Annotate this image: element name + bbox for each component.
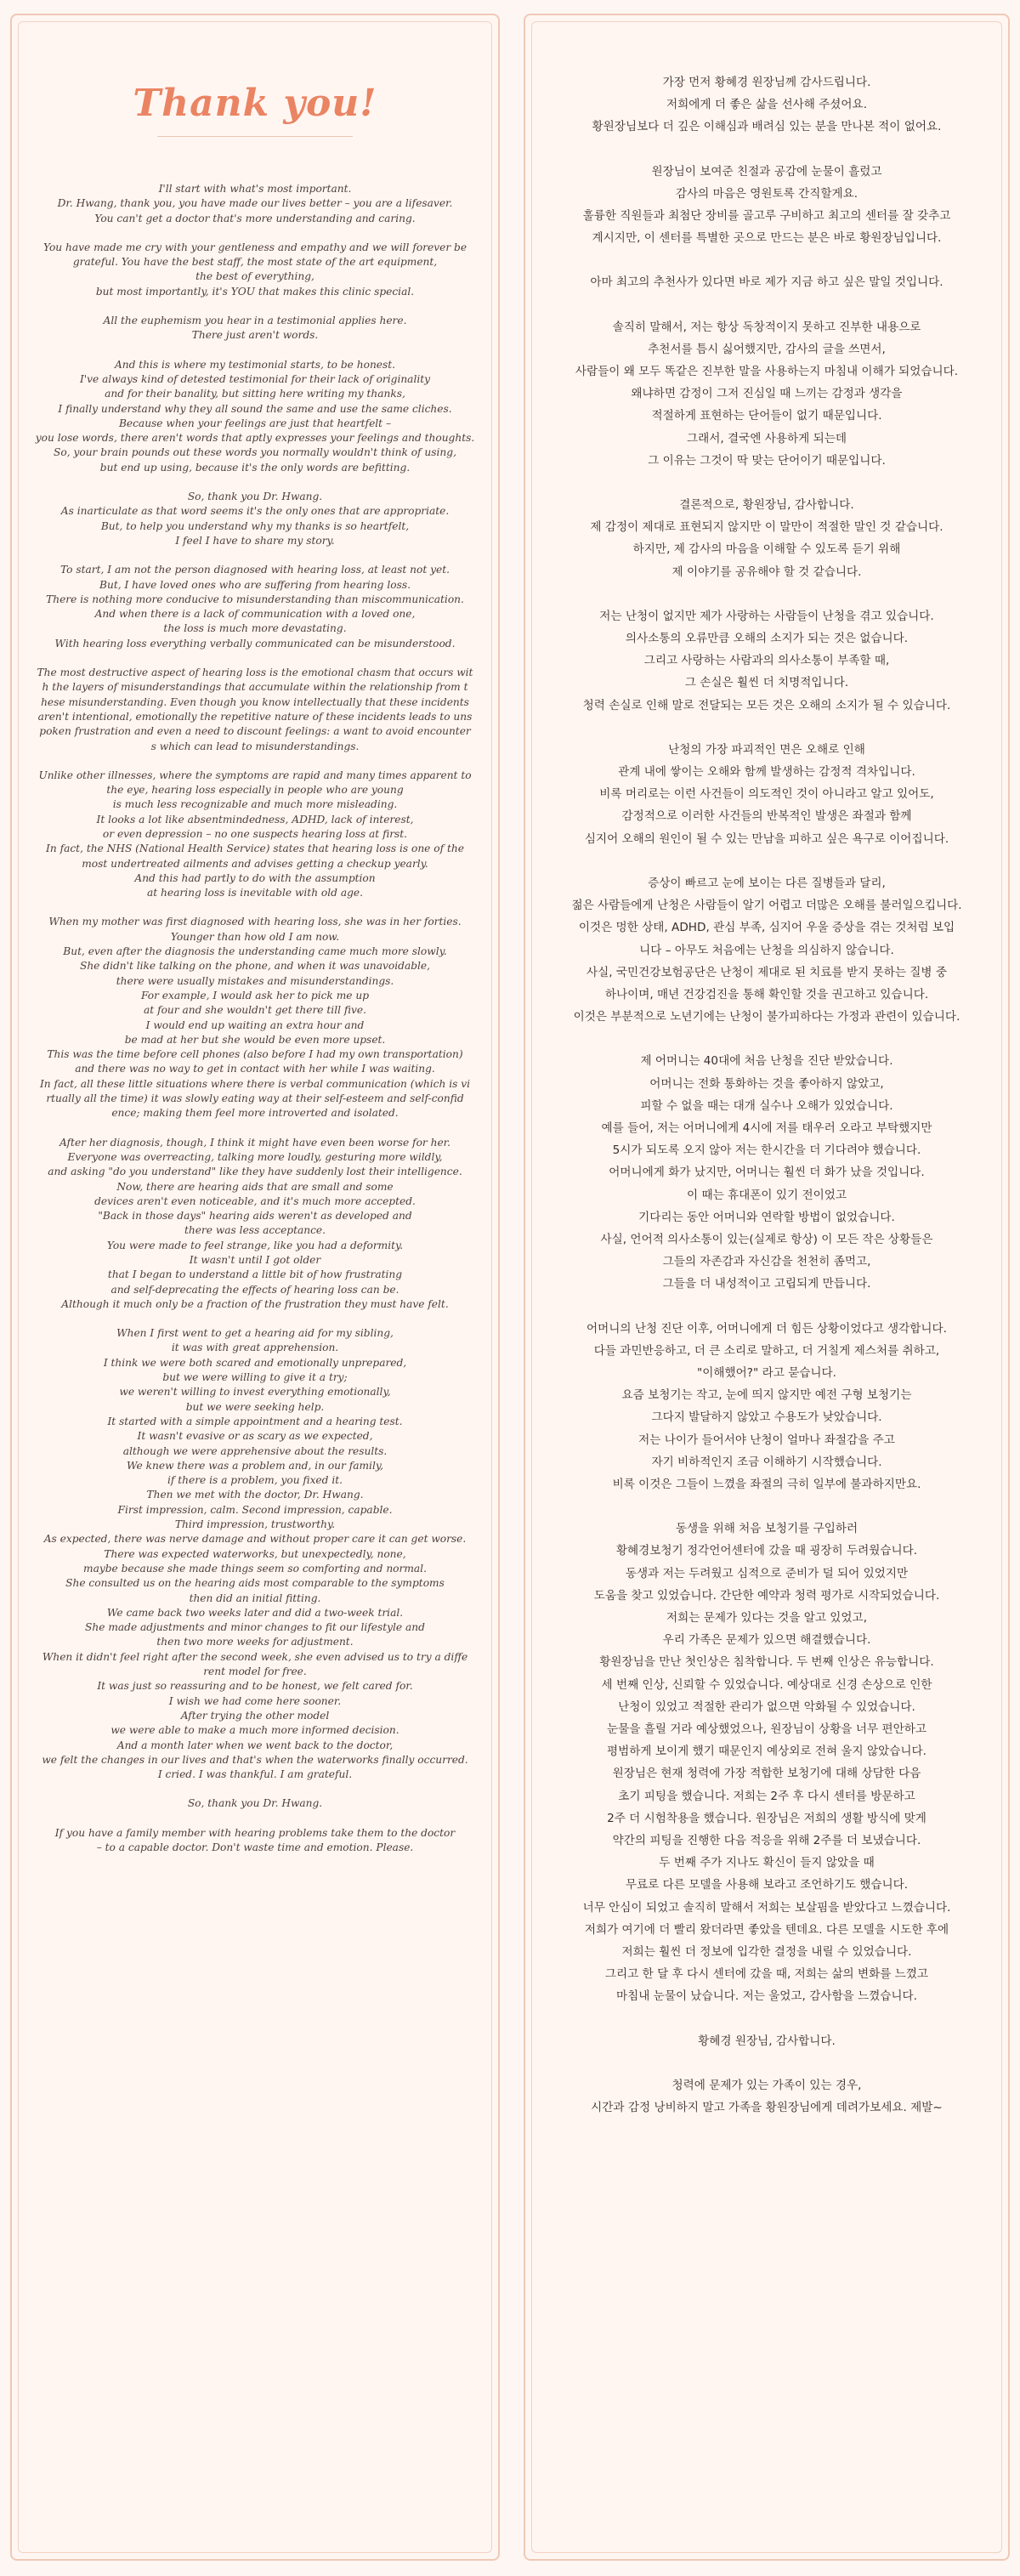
korean-paragraph: 어머니의 난청 진단 이후, 어머니에게 더 힘든 상황이었다고 생각합니다. 다들 과민반응하고, 더 큰 소리로 말하고, 더 거칠게 제스처를 취하고, "이해했어?" 라고 묻습니다. 요즘 보청기는 작고, 눈에 띄지 않지만 예전 구형 보청기는 그다지 발달하지 않았고 수용도가 낮았습니다. 저는 나이가 들어서야 난청이 얼마나 좌절감을 주고 자기 비하적인지 조금 이해하기 시작했습니다. 비록 이것은 그들이 느꼈을 좌절의 극히 일부에 불과하지만요. (586, 1321, 948, 1491)
korean-paragraph: 청력에 문제가 있는 가족이 있는 경우, 시간과 감정 낭비하지 말고 가족을 황원장님에게 데려가보세요. 제발~ (591, 2078, 943, 2115)
english-paragraph: So, thank you Dr. Hwang. (187, 1797, 323, 1810)
korean-paragraph: 결론적으로, 황원장님, 감사합니다. 제 감정이 제대로 표현되지 않지만 이 말만이 적절한 말인 것 같습니다. 하지만, 제 감사의 마음을 이해할 수 있도록 듣기 위해 제 이야기를 공유해야 할 것 같습니다. (590, 498, 944, 579)
korean-paragraph: 저는 난청이 없지만 제가 사랑하는 사람들이 난청을 겪고 있습니다. 의사소통의 오류만큼 오해의 소지가 되는 것은 없습니다. 그리고 사랑하는 사람과의 의사소통이 부족할 때, 그 손실은 훨씬 더 치명적입니다. 청력 손실로 인해 말로 전달되는 모든 것은 오해의 소지가 될 수 있습니다. (582, 609, 951, 712)
korean-paragraph: 난청의 가장 파괴적인 면은 오해로 인해 관계 내에 쌓이는 오해와 함께 발생하는 감정적 격차입니다. 비록 머리로는 이런 사건들이 의도적인 것이 아니라고 알고 있어도, 감정적으로 이러한 사건들의 반복적인 발생은 좌절과 함께 심지어 오해의 원인이 될 수 있는 만남을 피하고 싶은 욕구로 이어집니다. (584, 742, 949, 846)
english-paragraph: The most destructive aspect of hearing loss is the emotional chasm that occurs wit h the layers of misunderstandings that accumulate within the relationship from t hese misunderstanding. Even though you know intellectually that these incidents aren't intentional, emotionally the repetitive nature of these incidents leads to uns poken frustration and even a need to discount feelings: a want to avoid encounter s which can lead to misunderstandings. (37, 667, 473, 752)
korean-paragraph: 증상이 빠르고 눈에 보이는 다른 질병들과 달리, 젊은 사람들에게 난청은 사람들이 알기 어렵고 더많은 오해를 불러일으킵니다. 이것은 멍한 상태, ADHD, 관심 부족, 심지어 우울 증상을 겪는 것처럼 보입 니다 – 아무도 처음에는 난청을 의심하지 않습니다. 사실, 국민건강보험공단은 난청이 제대로 된 치료를 받지 못하는 질병 중 하나이며, 매년 건강검진을 통해 확인할 것을 권고하고 있습니다. 이것은 부분적으로 노년기에는 난청이 불가피하다는 가정과 관련이 있습니다. (571, 876, 962, 1024)
english-paragraph: To start, I am not the person diagnosed with hearing loss, at least not yet. But, I have loved ones who are suffering from hearing loss. There is nothing more conducive to misunderstanding than miscommunication. And when there is a lack of communication with a loved one, the loss is much more devastating. With hearing loss everything verbally communicated can be misunderstood. (46, 564, 464, 650)
english-paragraph: When my mother was first diagnosed with hearing loss, she was in her forties. Younger than how old I am now. But, even after the diagnosis the understanding came much more slowly. She didn't like talking on the phone, and when it was unavoidable, there were usually mistakes and misunderstandings. For example, I would ask her to pick me up at four and she wouldn't get there till five. I would end up waiting an extra hour and be mad at her but she would be even more upset. This was the time before cell phones (also before I had my own transportation) and there was no way to get in contact with her while I was waiting. In fact, all these little situations where there is verbal communication (which is vi rtually all the time) it was slowly eating way at their self-esteem and self-confid ence; making them feel more introverted and isolated. (39, 916, 471, 1120)
title-divider (157, 136, 353, 137)
english-paragraph: I'll start with what's most important. Dr. Hwang, thank you, you have made our lives better – you are a lifesaver. You can't get a doctor that's more understanding and caring. (57, 183, 453, 224)
english-paragraph: When I first went to get a hearing aid for my sibling, it was with great apprehension. I think we were both scared and emotionally unprepared, but we were willing to give it a try; we weren't willing to invest everything emotionally, but we were seeking help. It started with a simple appointment and a hearing test. It wasn't evasive or as scary as we expected, although we were apprehensive about the results. We knew there was a problem and, in our family, if there is a problem, you fixed it. Then we met with the doctor, Dr. Hwang. First impression, calm. Second impression, capable. Third impression, trustworthy. As expected, there was nerve damage and without proper care it can get worse. There was expected waterworks, but unexpectedly, none, maybe because she made things seem so comforting and normal. She consulted us on the hearing aids most comparable to the symptoms then did an initial fitting. We came back two weeks later and did a two-week trial. She made adjustments and minor changes to fit our lifestyle and then two more weeks for adjustment. When it didn't feel right after the second week, she even advised us to try a diffe rent model for free. It was just so reassuring and to be honest, we felt cared for. I wish we had come here sooner. After trying the other model we were able to make a much more informed decision. And a month later when we went back to the doctor, we felt the changes in our lives and that's when the waterworks finally occurred. I cried. I was thankful. I am grateful. (42, 1327, 468, 1781)
korean-paragraph: 동생을 위해 처음 보청기를 구입하러 황혜경보청기 정각언어센터에 갔을 때 굉장히 두려웠습니다. 동생과 저는 두려웠고 심적으로 준비가 덜 되어 있었지만 도움을 찾고 있었습니다. 간단한 예약과 청력 평가로 시작되었습니다. 저희는 문제가 있다는 것을 알고 있었고, 우리 가족은 문제가 있으면 해결했습니다. 황원장님을 만난 첫인상은 침착합니다. 두 번째 인상은 유능합니다. 세 번째 인상, 신뢰할 수 있었습니다. 예상대로 신경 손상으로 인한 난청이 있었고 적절한 관리가 없으면 악화될 수 있었습니다. 눈물을 흘릴 거라 예상했었으나, 원장님이 상황을 너무 편안하고 평범하게 보이게 했기 때문인지 예상외로 전혀 울지 않았습니다. 원장님은 현재 청력에 가장 적합한 보청기에 대해 상담한 다음 초기 피팅을 했습니다. 저희는 2주 후 다시 센터를 방문하고 2주 더 시험착용을 했습니다. 원장님은 저희의 생활 방식에 맞게 약간의 피팅을 진행한 다음 적응을 위해 2주를 더 보냈습니다. 두 번째 주가 지나도 확신이 들지 않았을 때 무료로 다른 모델을 사용해 보라고 조언하기도 했습니다. 너무 안심이 되었고 솔직히 말해서 저희는 보살핌을 받았다고 느꼈습니다. 저희가 여기에 더 빨리 왔더라면 좋았을 텐데요. 다른 모델을 시도한 후에 저희는 훨씬 더 정보에 입각한 결정을 내릴 수 있었습니다. 그리고 한 달 후 다시 센터에 갔을 때, 저희는 삶의 변화를 느꼈고 마침내 눈물이 났습니다. 저는 울었고, 감사함을 느꼈습니다. (582, 1522, 951, 2004)
english-paragraph: All the euphemism you hear in a testimonial applies here. There just aren't words. (103, 315, 407, 342)
korean-paragraph: 황혜경 원장님, 감사합니다. (698, 2034, 836, 2048)
english-paragraph: Unlike other illnesses, where the symptoms are rapid and many times apparent to the eye, hearing loss especially in people who are young is much less recognizable and much more misleading. It looks a lot like absentmindedness, ADHD, lack of interest, or even depression – no one suspects hearing loss at first. In fact, the NHS (National Health Service) states that hearing loss is one of the most undertreated ailments and advises getting a checkup yearly. And this had partly to do with the assumption at hearing loss is inevitable with old age. (38, 769, 472, 899)
english-paragraph: After her diagnosis, though, I think it might have even been worse for her. Everyone was overreacting, talking more loudly, gesturing more wildly, and asking "do you understand" like they have suddenly lost their intelligence. Now, there are hearing aids that are small and some devices aren't even noticeable, and it's much more accepted. "Back in those days" hearing aids weren't as developed and there was less acceptance. You were made to feel strange, like you had a deformity. It wasn't until I got older that I began to understand a little bit of how frustrating and self-deprecating the effects of hearing loss can be. Although it much only be a fraction of the frustration they must have felt. (48, 1136, 462, 1310)
korean-paragraph: 제 어머니는 40대에 처음 난청을 진단 받았습니다. 어머니는 전화 통화하는 것을 좋아하지 않았고, 피할 수 없을 때는 대개 실수나 오해가 있었습니다. 예를 들어, 저는 어머니에게 4시에 저를 태우러 오라고 부탁했지만 5시가 되도록 오지 않아 저는 한시간을 더 기다려야 했습니다. 어머니에게 화가 났지만, 어머니는 훨씬 더 화가 났을 것입니다. 이 때는 휴대폰이 있기 전이었고 기다리는 동안 어머니와 연락할 방법이 없었습니다. 사실, 언어적 의사소통이 있는(실제로 항상) 이 모든 작은 상황들은 그들의 자존감과 자신감을 천천히 좀먹고, 그들을 더 내성적이고 고립되게 만듭니다. (600, 1054, 933, 1291)
korean-paragraph: 가장 먼저 황혜경 원장님께 감사드립니다. 저희에게 더 좋은 삶을 선사해 주셨어요. 황원장님보다 더 깊은 이해심과 배려심 있는 분을 만나본 적이 없어요. (592, 76, 942, 134)
english-letter-card (10, 14, 500, 2561)
korean-paragraph: 솔직히 말해서, 저는 항상 독창적이지 못하고 진부한 내용으로 추천서를 틈시 싫어했지만, 감사의 글을 쓰면서, 사람들이 왜 모두 똑같은 진부한 말을 사용하는지 마침내 이해가 되었습니다. 왜냐하면 감정이 그저 진심일 때 느끼는 감정과 생각을 적절하게 표현하는 단어들이 없기 때문입니다. 그래서, 결국엔 사용하게 되는데 그 이유는 그것이 딱 맞는 단어이기 때문입니다. (575, 320, 959, 468)
english-paragraph: And this is where my testimonial starts, to be honest. I've always kind of detested testimonial for their lack of originality and for their banality, but sitting here writing my thanks, I finally understand why they all sound the same and use the same cliches. Because when your feelings are just that heartfelt – you lose words, there aren't words that aptly expresses your feelings and thoughts. So, your brain pounds out these words you normally wouldn't think of using, but end up using, because it's the only words are befitting. (35, 358, 475, 474)
english-paragraph: You have made me cry with your gentleness and empathy and we will forever be grateful. You have the best staff, the most state of the art equipment, the best of everything, but most importantly, it's YOU that makes this clinic special. (42, 241, 468, 298)
english-paragraph: If you have a family member with hearing problems take them to the doctor – to a capable doctor. Don't waste time and emotion. Please. (54, 1826, 456, 1853)
korean-letter-body (547, 71, 986, 2141)
english-letter-body (31, 182, 479, 1870)
english-paragraph: So, thank you Dr. Hwang. As inarticulate as that word seems it's the only ones that are appropriate. But, to help you understand why my thanks is so heartfelt, I feel I have to share my story. (60, 491, 450, 547)
korean-paragraph: 아마 최고의 추천사가 있다면 바로 제가 지금 하고 싶은 말일 것입니다. (590, 275, 944, 290)
korean-paragraph: 원장님이 보여준 친절과 공감에 눈물이 흘렀고 감사의 마음은 영원토록 간직할게요. 훌륭한 직원들과 최첨단 장비를 골고루 구비하고 최고의 센터를 잘 갖추고 계시지만, 이 센터를 특별한 곳으로 만드는 분은 바로 황원장님입니다. (582, 164, 951, 246)
thank-you-title: Thank you! (133, 82, 377, 125)
korean-letter-card (524, 14, 1010, 2561)
